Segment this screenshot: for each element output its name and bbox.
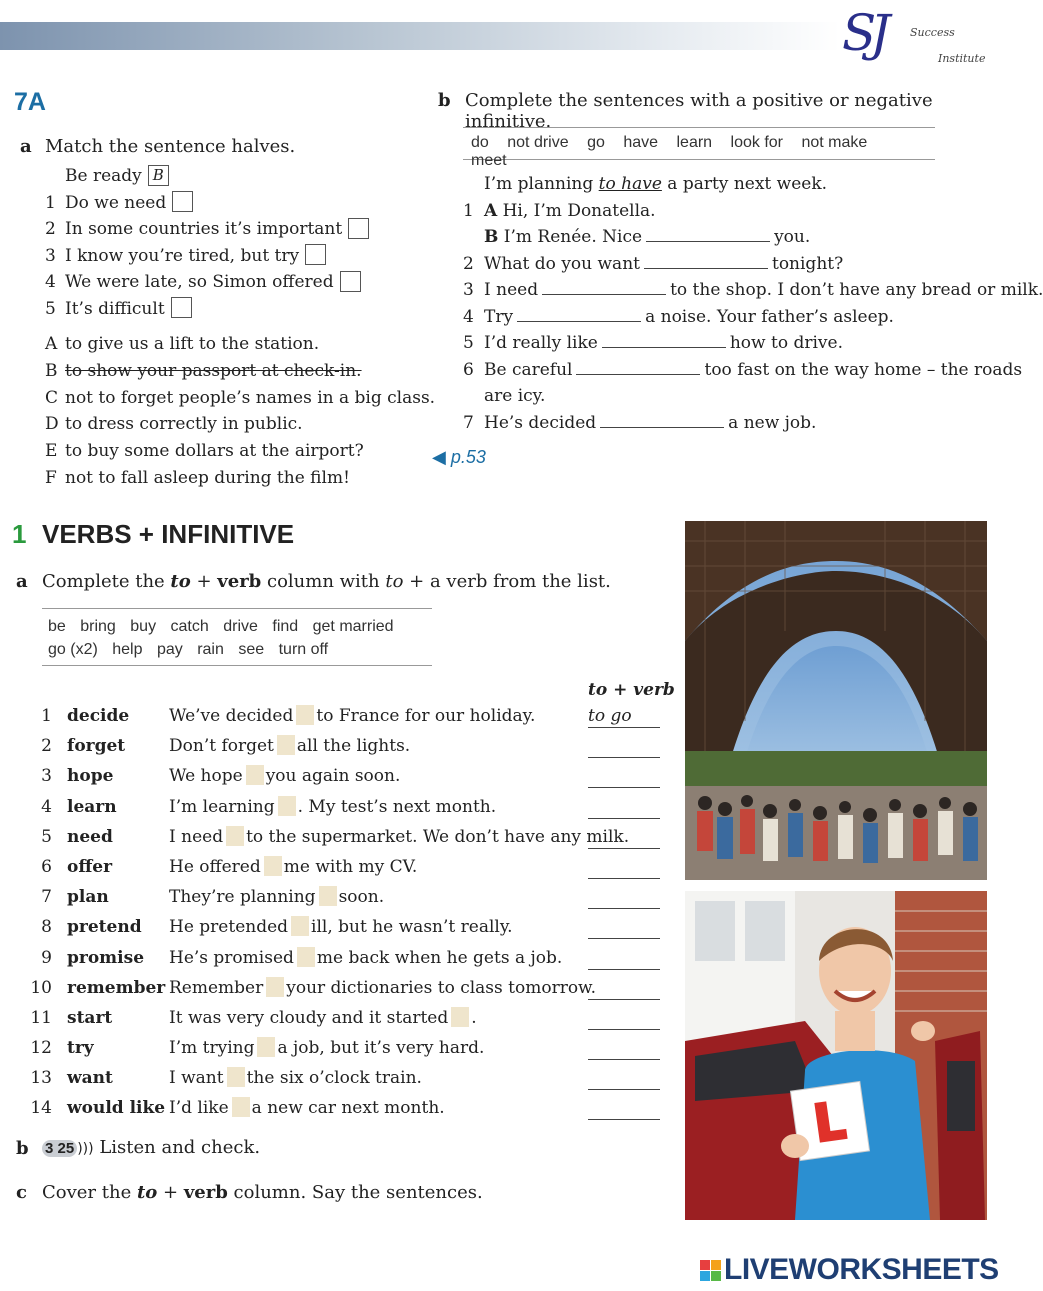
word: learn (676, 134, 713, 151)
ending-letter: D (45, 414, 59, 435)
b-after: tonight? (771, 253, 844, 274)
word: get married (312, 618, 394, 635)
liveworksheets-logo (700, 1253, 999, 1287)
section-b-instruction (42, 1137, 260, 1158)
match-answer-box[interactable] (305, 244, 326, 265)
speaker-b: B (484, 227, 499, 247)
row-num: 3 (41, 766, 52, 787)
row-num: 13 (30, 1068, 52, 1089)
row-after: soon. (338, 887, 385, 908)
answer-field[interactable] (588, 1038, 660, 1060)
answer-field[interactable] (588, 857, 660, 879)
row-sentence (169, 766, 400, 786)
word-line (48, 638, 432, 661)
answer-blank[interactable] (517, 307, 641, 322)
answer-blank[interactable] (576, 360, 700, 375)
instr-pre: Complete the (42, 571, 171, 592)
row-verb: remember (67, 977, 166, 998)
row-sentence (169, 887, 384, 907)
part-a-letter: a (20, 136, 32, 157)
row-verb: offer (67, 856, 113, 877)
gap-box (266, 977, 284, 997)
b-sentence (463, 359, 1023, 387)
match-item-row (65, 219, 369, 239)
learner-driver-image (685, 891, 987, 1220)
b-example-answer: to have (598, 174, 662, 194)
word: meet (471, 152, 507, 169)
brand-text: LIVEWORKSHEETS (724, 1253, 999, 1286)
answer-field[interactable] (588, 797, 660, 819)
row-verb: learn (67, 796, 117, 817)
b-sentence (463, 333, 993, 360)
b-sentence (463, 413, 993, 440)
b-num: 6 (463, 359, 474, 380)
b-sentence (463, 227, 993, 254)
match-item (45, 299, 405, 326)
part-b-sentences (463, 174, 1043, 439)
column-heading (588, 680, 675, 700)
row-sentence (169, 917, 513, 937)
b-sentence (463, 201, 993, 228)
row-num: 7 (41, 887, 52, 908)
row-num: 4 (41, 796, 52, 817)
row-sentence (169, 706, 535, 726)
b-after: how to drive. (729, 333, 843, 353)
row-verb: try (67, 1038, 94, 1059)
match-example-answer: B (148, 165, 169, 186)
row-verb: decide (67, 706, 130, 726)
ending-row (45, 334, 405, 361)
match-list (45, 166, 405, 325)
gap-box (227, 1067, 245, 1087)
row-sentence (169, 948, 562, 968)
ending-letter: A (45, 334, 58, 354)
match-text: Do we need (65, 192, 167, 213)
eiffel-tower-photo (685, 521, 987, 880)
answer-blank[interactable] (602, 333, 726, 348)
back-arrow-icon: ◀ (432, 447, 446, 467)
answer-field[interactable] (588, 766, 660, 788)
c-plus: + (157, 1182, 184, 1203)
answer-field[interactable] (588, 917, 660, 939)
word: turn off (278, 641, 329, 658)
row-before: He offered (169, 856, 261, 877)
match-item-row (65, 193, 193, 213)
ending-text: not to forget people’s names in a big class. (65, 387, 436, 408)
row-after: me with my CV. (283, 856, 418, 877)
ending-text: not to fall asleep during the film! (65, 467, 350, 488)
word: go (587, 134, 605, 151)
ending-row (45, 387, 436, 415)
gap-box (278, 796, 296, 816)
b-num: 1 (463, 200, 474, 221)
gap-box (257, 1037, 275, 1057)
answer-field[interactable] (588, 736, 660, 758)
row-after: to France for our holiday. (316, 706, 536, 726)
b-num: 4 (463, 306, 474, 327)
ending-letter: C (45, 387, 59, 408)
word: help (112, 641, 143, 658)
row-before: I’m trying (169, 1038, 255, 1059)
b-example-before: I’m planning (484, 174, 594, 194)
answer-field[interactable] (588, 948, 660, 970)
b-text: Hi, I’m Donatella. (502, 200, 656, 221)
row-num: 14 (30, 1098, 52, 1119)
b-line (484, 333, 843, 353)
section-b-letter: b (16, 1138, 29, 1159)
row-num: 9 (41, 947, 52, 968)
row-verb: would like (67, 1098, 166, 1119)
table-row (30, 1098, 670, 1128)
match-text: In some countries it’s important (65, 219, 343, 239)
row-num: 10 (30, 977, 52, 998)
c-verb: verb (183, 1182, 228, 1203)
row-sentence (169, 1068, 422, 1088)
row-before: I’m learning (169, 796, 275, 817)
row-num: 8 (41, 917, 52, 938)
c-post: column. Say the sentences. (227, 1182, 483, 1203)
table-row (30, 857, 670, 887)
section-c-letter: c (16, 1182, 27, 1203)
ending-letter: E (45, 441, 58, 462)
ending-text: to dress correctly in public. (65, 414, 303, 435)
b-before: Be careful (484, 359, 573, 380)
row-sentence (169, 978, 596, 998)
instr-mid: column with (261, 571, 386, 592)
match-answer-box[interactable] (340, 271, 361, 292)
b-sentence (463, 254, 993, 281)
answer-blank[interactable] (600, 413, 724, 428)
b-num: 2 (463, 253, 474, 274)
b-after: a noise. Your father’s asleep. (645, 306, 894, 327)
header-bar (0, 22, 840, 50)
answer-blank[interactable] (646, 227, 770, 242)
gap-box (297, 947, 315, 967)
word: catch (170, 618, 209, 635)
instr-post: + a verb from the list. (403, 571, 611, 592)
institute-logo (842, 4, 992, 76)
b-after: to the shop. I don’t have any bread or milk. (670, 280, 1043, 300)
match-example (45, 166, 405, 193)
b-dialogue-a (484, 201, 656, 221)
ending-row (45, 361, 405, 388)
audio-track-badge[interactable]: 3 25 (42, 1140, 77, 1157)
b-line (484, 280, 1043, 300)
b-before: I need (484, 280, 539, 300)
row-after: a new car next month. (251, 1098, 445, 1119)
row-after: . (471, 1007, 477, 1028)
logo-text-1: Success (910, 26, 955, 39)
answer-field[interactable] (588, 827, 660, 849)
row-after: . My test’s next month. (297, 796, 497, 817)
ending-letter: B (45, 360, 58, 381)
b-line (484, 360, 1022, 380)
table-row (30, 1008, 670, 1038)
match-answer-box[interactable] (171, 297, 192, 318)
gap-box (296, 705, 314, 725)
table-row (30, 1068, 670, 1098)
word: see (238, 641, 265, 658)
match-num: 3 (45, 245, 56, 266)
word: rain (197, 641, 224, 658)
match-item (45, 193, 405, 220)
word: have (623, 134, 659, 151)
row-before: Remember (169, 977, 264, 998)
section-a-letter: a (16, 571, 28, 592)
row-num: 6 (41, 856, 52, 877)
answer-blank[interactable] (542, 280, 666, 295)
row-verb: need (67, 826, 113, 847)
ending-text: to buy some dollars at the airport? (65, 441, 364, 462)
section-number: 1 (12, 519, 27, 549)
table-row (30, 827, 670, 857)
answer-field[interactable] (588, 1068, 660, 1090)
ending-letter: F (45, 467, 57, 488)
b-example (463, 174, 993, 201)
match-endings (45, 334, 436, 495)
speaker-icon: ))) (77, 1141, 94, 1157)
match-item (45, 272, 405, 299)
match-num: 1 (45, 192, 56, 213)
gap-box (246, 765, 264, 785)
row-before: I’d like (169, 1098, 229, 1119)
verb-table (30, 706, 670, 1129)
part-b-letter: b (438, 90, 451, 111)
gap-box (277, 735, 295, 755)
unit-title: 7A (14, 88, 46, 116)
match-num: 5 (45, 298, 56, 319)
instr-to: to (170, 571, 191, 592)
row-num: 1 (41, 706, 52, 726)
row-after: your dictionaries to class tomorrow. (286, 977, 596, 998)
row-before: I want (169, 1068, 224, 1089)
b-sentence-cont (463, 386, 993, 413)
gap-box (232, 1097, 250, 1117)
answer-blank[interactable] (644, 254, 768, 269)
b-after: you. (774, 227, 811, 247)
row-verb: want (67, 1068, 113, 1089)
table-row (30, 1038, 670, 1068)
b-after: too fast on the way home – the roads (704, 359, 1023, 380)
match-example-text: Be ready (65, 166, 142, 186)
b-sentence (463, 280, 1043, 307)
gap-box (319, 886, 337, 906)
eiffel-tower-image (685, 521, 987, 880)
b-cont: are icy. (484, 386, 546, 406)
match-num: 4 (45, 272, 56, 292)
row-before: We hope (169, 766, 243, 787)
table-row (30, 797, 670, 827)
answer-field[interactable] (588, 978, 660, 1000)
word: do (471, 134, 489, 151)
ending-row (45, 414, 405, 441)
match-example-row (65, 166, 169, 186)
part-b-instruction: Complete the sentences with a positive or negative infinitive. (465, 90, 933, 132)
c-to: to (136, 1182, 158, 1203)
row-before: It was very cloudy and it started (169, 1007, 449, 1028)
row-after: to the supermarket. We don’t have any milk. (246, 826, 630, 847)
gap-box (451, 1007, 469, 1027)
table-row (30, 917, 670, 947)
row-after: the six o’clock train. (246, 1068, 422, 1089)
row-before: Don’t forget (169, 736, 274, 757)
row-sentence (169, 1098, 445, 1118)
answer-field: to go (588, 706, 660, 728)
listen-text: Listen and check. (99, 1137, 261, 1158)
word-box-1 (42, 608, 432, 666)
match-num: 2 (45, 219, 56, 239)
answer-field[interactable] (588, 887, 660, 909)
match-item-row (65, 299, 192, 319)
word: not make (801, 134, 868, 151)
word: drive (223, 618, 258, 635)
row-num: 5 (41, 826, 52, 847)
row-verb: plan (67, 887, 109, 908)
part-a-instruction: Match the sentence halves. (45, 136, 296, 157)
b-before: Try (484, 306, 514, 327)
ending-row (45, 441, 405, 468)
word: bring (80, 618, 116, 635)
b-num: 7 (463, 412, 474, 433)
row-verb: promise (67, 947, 145, 968)
b-before: I’m Renée. Nice (503, 227, 643, 247)
row-sentence (169, 797, 496, 817)
row-after: you again soon. (265, 766, 401, 787)
b-dialogue-b (484, 227, 810, 247)
table-row (30, 948, 670, 978)
b-example-after: a party next week. (667, 174, 828, 194)
row-after: all the lights. (296, 736, 411, 757)
table-row (30, 766, 670, 796)
row-sentence (169, 1008, 477, 1028)
word: pay (156, 641, 183, 658)
match-text: We were late, so Simon offered (65, 272, 334, 292)
row-sentence (169, 857, 417, 877)
gap-box (291, 916, 309, 936)
answer-field[interactable] (588, 1098, 660, 1120)
row-num: 11 (30, 1007, 52, 1028)
gap-box (226, 826, 244, 846)
row-verb: pretend (67, 917, 142, 938)
match-item-row (65, 272, 361, 292)
ending-text: to show your passport at check-in. (65, 360, 362, 381)
row-before: He pretended (169, 917, 289, 938)
match-item (45, 246, 405, 273)
b-before: What do you want (484, 253, 640, 274)
ending-row (45, 468, 405, 495)
b-line (484, 413, 816, 433)
c-pre: Cover the (42, 1182, 137, 1203)
row-num: 2 (41, 736, 52, 757)
word: go (x2) (48, 641, 98, 658)
b-example-sentence (484, 174, 827, 194)
row-after: a job, but it’s very hard. (277, 1038, 485, 1059)
col-head-text: to + verb (588, 680, 675, 700)
row-sentence (169, 827, 629, 847)
word: buy (130, 618, 157, 635)
match-text: I know you’re tired, but try (65, 245, 300, 266)
answer-field[interactable] (588, 1008, 660, 1030)
logo-squares-icon (700, 1260, 722, 1282)
b-line (484, 254, 843, 274)
match-item-row (65, 246, 326, 266)
section-title: VERBS + INFINITIVE (42, 519, 295, 549)
logo-text-2: Institute (938, 52, 986, 65)
match-item (45, 219, 405, 246)
word: be (48, 618, 66, 635)
word: look for (730, 134, 783, 151)
table-row (30, 736, 670, 766)
page-ref-text: p.53 (450, 447, 486, 467)
word-line (48, 615, 432, 638)
row-sentence (169, 1038, 484, 1058)
b-before: I’d really like (484, 333, 598, 353)
instr-to-2: to (385, 571, 404, 592)
gap-box (264, 856, 282, 876)
word-box-b (463, 127, 935, 169)
b-num: 3 (463, 280, 474, 300)
b-line (484, 307, 894, 327)
instr-verb: verb (217, 571, 262, 592)
b-after: a new job. (728, 412, 817, 433)
row-before: I need (169, 826, 224, 847)
section-c-instruction (42, 1182, 483, 1203)
table-row (30, 978, 670, 1008)
ending-text: to give us a lift to the station. (65, 334, 320, 354)
match-answer-box[interactable] (172, 191, 193, 212)
row-after: ill, but he wasn’t really. (311, 917, 513, 938)
table-row (30, 706, 670, 736)
row-sentence (169, 736, 410, 756)
b-sentence (463, 307, 993, 334)
b-before: He’s decided (484, 412, 597, 433)
row-verb: forget (67, 736, 126, 757)
speaker-a: A (484, 200, 498, 221)
word: not drive (507, 134, 569, 151)
logo-mark: SJ (842, 4, 885, 62)
word: find (272, 618, 299, 635)
learner-driver-photo (685, 891, 987, 1220)
row-before: We’ve decided (169, 706, 294, 726)
row-after: me back when he gets a job. (316, 947, 563, 968)
match-answer-box[interactable] (348, 218, 369, 239)
row-before: They’re planning (169, 887, 316, 908)
row-num: 12 (30, 1038, 52, 1059)
row-verb: hope (67, 766, 114, 787)
section-a-instruction (42, 571, 611, 592)
b-num: 5 (463, 333, 474, 353)
page-reference[interactable] (432, 447, 486, 468)
row-verb: start (67, 1007, 113, 1028)
instr-plus: + (190, 571, 218, 592)
match-text: It’s difficult (65, 298, 165, 319)
table-row (30, 887, 670, 917)
row-before: He’s promised (169, 947, 294, 968)
